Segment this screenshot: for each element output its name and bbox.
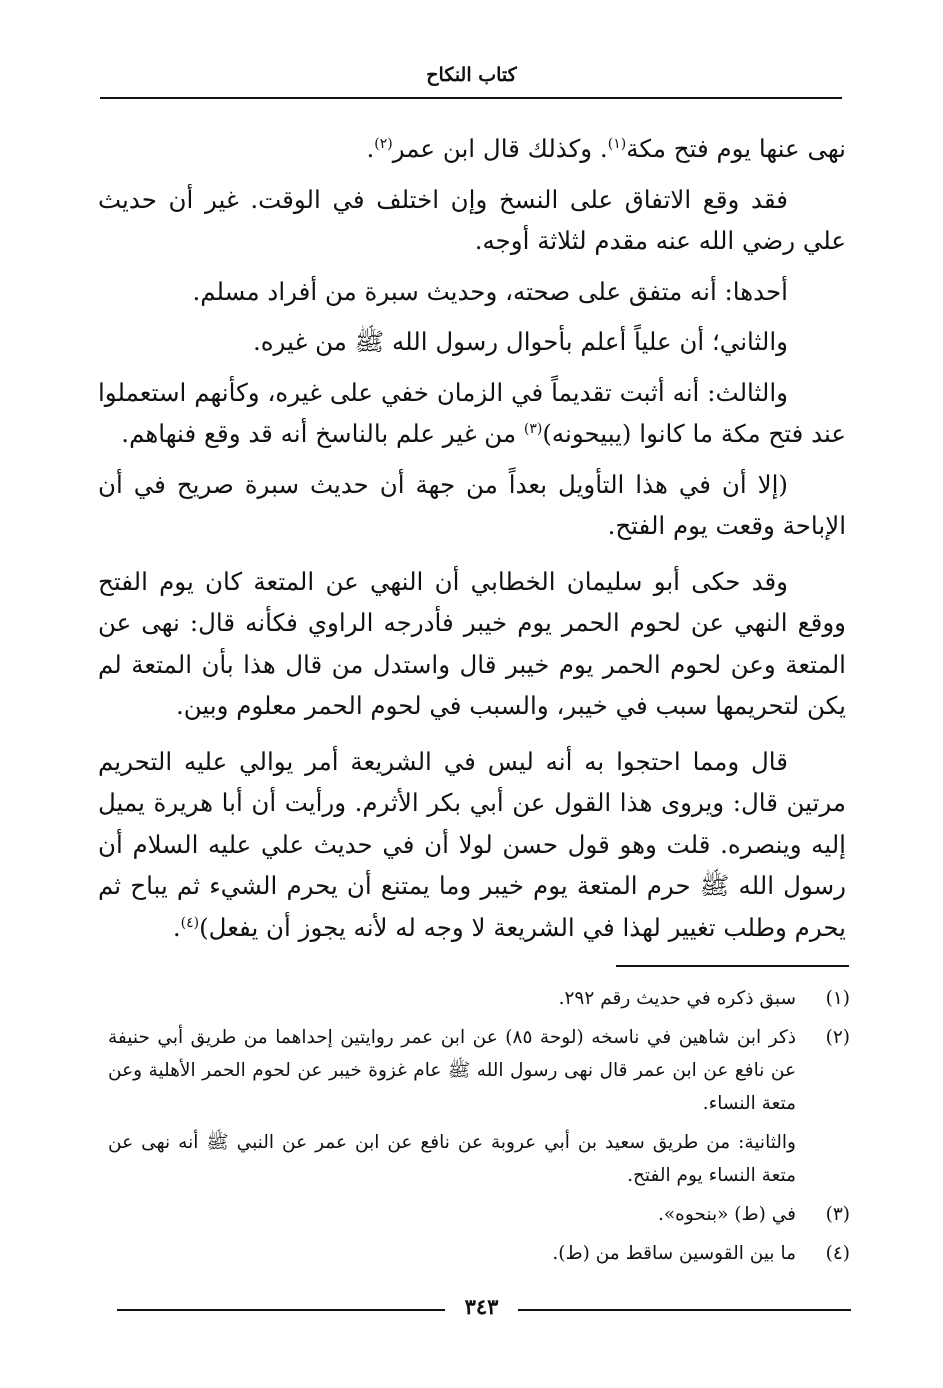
footer-rule-left <box>117 1309 445 1311</box>
footnote-item <box>108 1237 850 1270</box>
paragraph-8: قال ومما احتجوا به أنه ليس في الشريعة أمر يوالي عليه التحريم مرتين قال: ويروى هذا القول عن أبي بكر الأثرم. ورأيت أن أبا هريرة يميل إليه وينصره. قلت وهو قول حسن لولا أن في حديث علي عليه السلام أن رسول الله ﷺ حرم المتعة يوم خيبر وما يمتنع أن يحرم الشيء ثم يباح ثم يحرم وطلب تغيير لهذا في الشريعة لا وجه له لأنه يجوز أن يفعل)$^{(٤)}$. <box>98 746 846 942</box>
footnote-item <box>108 982 850 1015</box>
footnote-text-continued: والثانية: من طريق سعيد بن أبي عروبة عن نافع عن ابن عمر عن النبي ﷺ أنه نهى عن متعة النساء يوم الفتح. <box>108 1132 796 1186</box>
footnote-number: (٣) <box>825 1204 850 1225</box>
footnote-item <box>108 1021 850 1192</box>
footnote-text: ذكر ابن شاهين في ناسخه (لوحة ٨٥) عن ابن عمر روايتين إحداهما من طريق أبي حنيفة عن نافع عن ابن عمر قال نهى رسول الله ﷺ عام غزوة خيبر عن لحوم الحمر الأهلية وعن متعة النساء. <box>108 1027 796 1114</box>
header-rule <box>100 97 842 99</box>
footnote-number: (٤) <box>825 1243 850 1264</box>
footnote-item <box>108 1198 850 1231</box>
footnote-text: ما بين القوسين ساقط من (ط). <box>552 1243 796 1264</box>
footnote-rule <box>616 965 849 967</box>
footnote-text: في (ط) «بنحوه». <box>657 1204 796 1225</box>
page-footer <box>0 1294 943 1324</box>
paragraph-1: نهى عنها يوم فتح مكة$^{(١)}$. وكذلك قال ابن عمر$^{(٢)}$. <box>366 134 846 163</box>
footnote-ref-1: (١) <box>607 135 627 152</box>
paragraph-2: فقد وقع الاتفاق على النسخ وإن اختلف في الوقت. غير أن حديث علي رضي الله عنه مقدم لثلاثة أوجه. <box>98 184 846 255</box>
running-header-title: كتاب النكاح <box>426 64 517 86</box>
footnotes <box>108 982 850 1276</box>
footnote-number: (٢) <box>825 1027 850 1048</box>
paragraph-4: والثاني؛ أن علياً أعلم بأحوال رسول الله ﷺ من غيره. <box>252 327 788 356</box>
main-text <box>98 128 846 957</box>
paragraph-7: وقد حكى أبو سليمان الخطابي أن النهي عن المتعة كان يوم الفتح ووقع النهي عن لحوم الحمر يوم خيبر فأدرجه الراوي فكأنه قال: نهى عن المتعة وعن لحوم الحمر يوم خيبر قال واستدل من قال هذا بأن المتعة لم يكن لتحريمها سبب في خيبر، والسبب في لحوم الحمر معلوم وبين. <box>98 566 846 720</box>
footnote-ref-3: (٣) <box>523 420 543 437</box>
paragraph-6: (إلا أن في هذا التأويل بعداً من جهة أن حديث سبرة صريح في أن الإباحة وقعت يوم الفتح. <box>98 469 846 540</box>
paragraph-3: أحدها: أنه متفق على صحته، وحديث سبرة من أفراد مسلم. <box>192 276 788 306</box>
page-number: ٣٤٣ <box>464 1294 499 1319</box>
footer-rule-right <box>518 1309 851 1311</box>
footnote-text: سبق ذكره في حديث رقم ٢٩٢. <box>558 988 796 1009</box>
footnote-ref-4: (٤) <box>180 914 200 931</box>
footnote-ref-2: (٢) <box>374 135 393 152</box>
paragraph-5: والثالث: أنه أثبت تقديماً في الزمان خفي على غيره، وكأنهم استعملوا عند فتح مكة ما كانوا (يبيحونه)$^{(٣)}$ من غير علم بالناسخ أنه قد وقع فنهاهم. <box>98 377 846 448</box>
footnote-number: (١) <box>825 988 850 1009</box>
